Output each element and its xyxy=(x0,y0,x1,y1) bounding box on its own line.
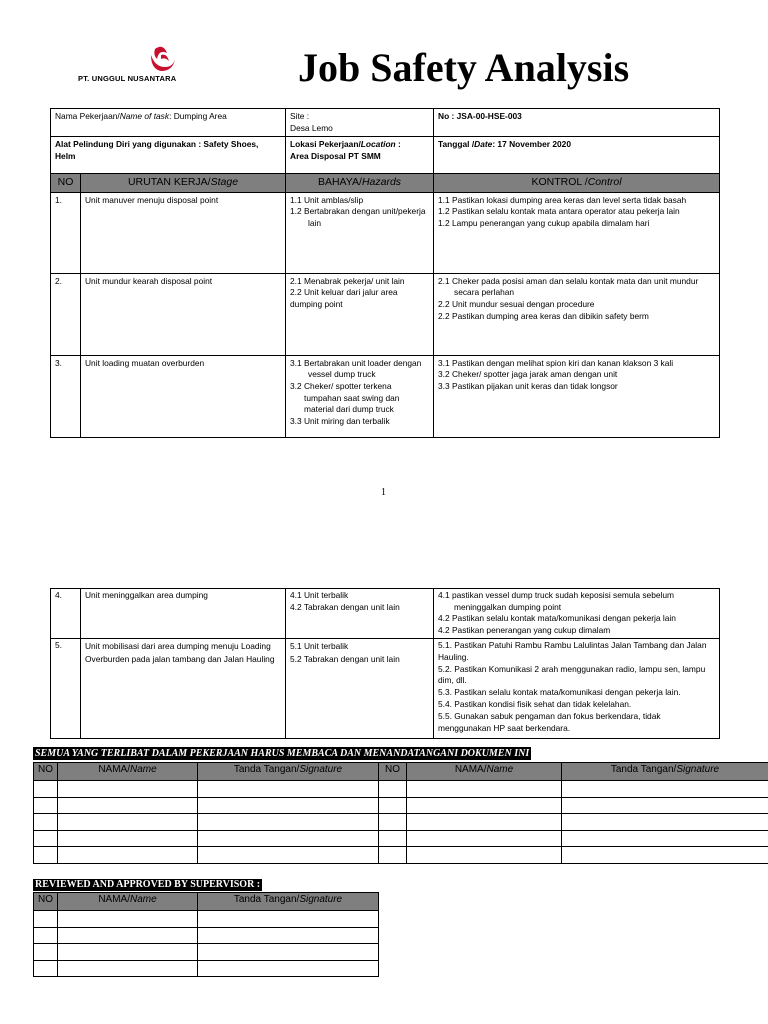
sig-col-signature xyxy=(198,763,379,781)
control-item: 2.2 Pastikan dumping area keras dan dibikin safety berm xyxy=(438,310,649,321)
row-stage: Unit mundur kearah disposal point xyxy=(81,273,286,355)
sig-cell[interactable] xyxy=(198,814,379,831)
sig-cell[interactable] xyxy=(407,781,562,798)
supervisor-row xyxy=(34,960,379,977)
sig-cell[interactable] xyxy=(58,847,198,864)
row-hazards xyxy=(286,589,434,639)
sig-col-name-label: NAMA/ xyxy=(98,764,130,775)
row-stage: Unit meninggalkan area dumping xyxy=(81,589,286,639)
sup-cell[interactable] xyxy=(58,960,198,977)
control-item: 5.1. Pastikan Patuhi Rambu Rambu Lalulintas Jalan Tambang dan Jalan Hauling. xyxy=(438,640,707,662)
sig-cell[interactable] xyxy=(407,847,562,864)
sup-col-signature-label: Tanda Tangan/ xyxy=(233,894,300,905)
sig-cell[interactable] xyxy=(58,814,198,831)
hazard-item: 5.2 Tabrakan dengan unit lain xyxy=(290,654,400,664)
col-stage-label-en: Stage xyxy=(210,176,239,189)
supervisor-row xyxy=(34,944,379,961)
table-row xyxy=(51,355,720,437)
row-stage: Unit mobilisasi dari area dumping menuju Loading Overburden pada jalan tambang dan Jalan Hauling xyxy=(81,639,286,739)
row-stage: Unit loading muatan overburden xyxy=(81,355,286,437)
signature-row xyxy=(34,781,768,798)
signature-header-row xyxy=(34,763,768,781)
sig-cell[interactable] xyxy=(34,830,58,847)
col-control-label: KONTROL / xyxy=(531,176,588,189)
sig-col-signature-label: Tanda Tangan/ xyxy=(610,764,677,775)
sig-cell[interactable] xyxy=(379,814,407,831)
supervisor-header-row xyxy=(34,893,379,911)
sig-col-name-label: NAMA/ xyxy=(454,764,487,775)
control-item: 3.3 Pastikan pijakan unit keras dan tidak longsor xyxy=(438,380,618,391)
row-controls xyxy=(434,589,720,639)
site-cell xyxy=(286,109,434,137)
info-row-1 xyxy=(51,109,720,137)
sup-col-signature-label-en: Signature xyxy=(299,894,343,905)
date-cell xyxy=(434,137,720,174)
document-title: Job Safety Analysis xyxy=(298,45,630,90)
control-item: 3.1 Pastikan dengan melihat spion kiri dan kanan klakson 3 kali xyxy=(438,357,674,368)
sig-cell[interactable] xyxy=(562,781,768,798)
hazard-item: 5.1 Unit terbalik xyxy=(290,641,349,651)
control-item: 4.2 Pastikan selalu kontak mata/komunikasi dengan pekerja lain xyxy=(438,613,676,624)
signature-banner: SEMUA YANG TERLIBAT DALAM PEKERJAAN HARUS MEMBACA DAN MENANDATANGANI DOKUMEN INI xyxy=(35,748,530,759)
sig-cell[interactable] xyxy=(198,797,379,814)
sig-cell[interactable] xyxy=(407,814,562,831)
col-hazards-label-en: Hazards xyxy=(361,176,402,189)
sig-cell[interactable] xyxy=(379,781,407,798)
table-row xyxy=(51,273,720,355)
info-row-2 xyxy=(51,137,720,174)
sig-cell[interactable] xyxy=(198,781,379,798)
sig-col-signature-2 xyxy=(562,763,768,781)
sig-cell[interactable] xyxy=(407,830,562,847)
table-row xyxy=(51,639,720,739)
hazard-item: 2.1 Menabrak pekerja/ unit lain xyxy=(290,275,405,286)
date-label-en: Date xyxy=(474,139,493,150)
site-label: Site : xyxy=(290,111,310,121)
sup-col-name xyxy=(58,893,198,911)
sig-cell[interactable] xyxy=(34,797,58,814)
col-control xyxy=(434,174,720,193)
sig-cell[interactable] xyxy=(562,847,768,864)
sup-col-no: NO xyxy=(34,893,58,911)
sup-cell[interactable] xyxy=(198,927,379,944)
sig-cell[interactable] xyxy=(58,797,198,814)
task-value: : Dumping Area xyxy=(169,111,227,121)
sig-col-no-2: NO xyxy=(379,763,407,781)
apd-cell: Alat Pelindung Diri yang digunakan : Safety Shoes, Helm xyxy=(51,137,286,174)
sup-cell[interactable] xyxy=(198,944,379,961)
sig-cell[interactable] xyxy=(407,797,562,814)
sup-cell[interactable] xyxy=(34,927,58,944)
signature-row xyxy=(34,814,768,831)
sup-cell[interactable] xyxy=(198,960,379,977)
sup-cell[interactable] xyxy=(58,944,198,961)
sig-cell[interactable] xyxy=(562,814,768,831)
hazard-item: 2.2 Unit keluar dari jalur area dumping point xyxy=(290,287,398,309)
col-no: NO xyxy=(51,174,81,193)
sig-col-name-2 xyxy=(407,763,562,781)
sig-cell[interactable] xyxy=(562,797,768,814)
supervisor-row xyxy=(34,911,379,928)
signature-row xyxy=(34,797,768,814)
sig-col-signature-label-en: Signature xyxy=(676,764,720,775)
row-no: 1. xyxy=(51,192,81,273)
sup-cell[interactable] xyxy=(58,911,198,928)
control-item: 5.2. Pastikan Komunikasi 2 arah menggunakan radio, lampu sen, lampu dim, dll. xyxy=(438,663,706,686)
col-stage-label: URUTAN KERJA/ xyxy=(127,176,211,189)
sup-cell[interactable] xyxy=(34,960,58,977)
sig-cell[interactable] xyxy=(198,830,379,847)
table-row xyxy=(51,589,720,639)
sig-cell[interactable] xyxy=(198,847,379,864)
control-item: 1.1 Pastikan lokasi dumping area keras dan level serta tidak basah xyxy=(438,194,687,205)
supervisor-row xyxy=(34,927,379,944)
row-controls xyxy=(434,192,720,273)
sup-col-name-label: NAMA/ xyxy=(98,894,130,905)
control-item: 5.4. Pastikan kondisi fisik sehat dan tidak kelelahan. xyxy=(438,698,632,709)
hazard-item: 1.1 Unit amblas/slip xyxy=(290,194,364,205)
col-hazards xyxy=(286,174,434,193)
col-stage xyxy=(81,174,286,193)
company-name: PT. UNGGUL NUSANTARA xyxy=(78,74,177,83)
sig-col-name-label-en: Name xyxy=(486,764,514,775)
location-colon: : xyxy=(395,139,401,150)
location-cell xyxy=(286,137,434,174)
sig-col-no: NO xyxy=(34,763,58,781)
logo-mark-icon xyxy=(145,45,185,75)
control-item: 4.2 Pastikan penerangan yang cukup dimalam xyxy=(438,624,611,635)
table-row xyxy=(51,192,720,273)
row-hazards xyxy=(286,639,434,739)
control-item: 5.3. Pastikan selalu kontak mata/komunikasi dengan pekerja lain. xyxy=(438,687,681,698)
row-controls xyxy=(434,273,720,355)
sup-cell[interactable] xyxy=(58,927,198,944)
sig-col-name-label-en: Name xyxy=(129,764,157,775)
sig-cell[interactable] xyxy=(379,797,407,814)
signature-row xyxy=(34,847,768,864)
col-control-label-en: Control xyxy=(587,176,622,189)
sig-cell[interactable] xyxy=(379,830,407,847)
supervisor-banner: REVIEWED AND APPROVED BY SUPERVISOR : xyxy=(35,879,261,890)
task-label-en: Name of task xyxy=(119,111,170,121)
sig-cell[interactable] xyxy=(379,847,407,864)
sig-cell[interactable] xyxy=(34,847,58,864)
control-item: 2.2 Unit mundur sesuai dengan procedure xyxy=(438,298,595,309)
row-hazards xyxy=(286,273,434,355)
sig-cell[interactable] xyxy=(562,830,768,847)
control-item: 4.1 pastikan vessel dump truck sudah keposisi semula sebelum meninggalkan dumping point xyxy=(438,590,675,612)
sup-col-name-label-en: Name xyxy=(129,894,157,905)
location-label: Lokasi Pekerjaan/ xyxy=(290,139,361,150)
sup-col-signature xyxy=(198,893,379,911)
sig-col-signature-label-en: Signature xyxy=(299,764,343,775)
location-label-en: Location xyxy=(360,139,396,150)
site-value: Desa Lemo xyxy=(290,122,333,133)
hazard-item: 3.1 Bertabrakan unit loader dengan vessel dump truck xyxy=(290,357,422,380)
column-header-row xyxy=(51,174,720,193)
hazard-item: 1.2 Bertabrakan dengan unit/pekerja lain xyxy=(290,206,426,228)
signature-table xyxy=(33,762,768,864)
hazard-item: 3.3 Unit miring dan terbalik xyxy=(290,415,390,426)
sig-cell[interactable] xyxy=(58,830,198,847)
row-no: 5. xyxy=(51,639,81,739)
company-logo xyxy=(70,45,200,87)
control-item: 3.2 Cheker/ spotter jaga jarak aman dengan unit xyxy=(438,369,618,380)
page-number: 1 xyxy=(381,487,386,498)
sig-cell[interactable] xyxy=(34,781,58,798)
row-no: 3. xyxy=(51,355,81,437)
row-no: 4. xyxy=(51,589,81,639)
jsa-table-page-1 xyxy=(50,108,720,438)
hazard-item: 4.1 Unit terbalik xyxy=(290,590,349,600)
hazard-item: 4.2 Tabrakan dengan unit lain xyxy=(290,601,400,612)
row-stage: Unit manuver menuju disposal point xyxy=(81,192,286,273)
sup-cell[interactable] xyxy=(198,911,379,928)
sig-col-name xyxy=(58,763,198,781)
location-value: Area Disposal PT SMM xyxy=(290,150,381,161)
row-no: 2. xyxy=(51,273,81,355)
sup-cell[interactable] xyxy=(34,944,58,961)
jsa-table-page-2 xyxy=(50,588,720,739)
date-label: Tanggal / xyxy=(438,139,475,150)
doc-number: No : JSA-00-HSE-003 xyxy=(434,109,720,137)
row-controls xyxy=(434,639,720,739)
date-value: : 17 November 2020 xyxy=(492,139,571,150)
hazard-item: 3.2 Cheker/ spotter terkena tumpahan saat swing dan material dari dump truck xyxy=(290,380,400,415)
row-controls xyxy=(434,355,720,437)
col-hazards-label: BAHAYA/ xyxy=(317,176,362,189)
sig-cell[interactable] xyxy=(34,814,58,831)
sup-cell[interactable] xyxy=(34,911,58,928)
control-item: 1.2 Pastikan selalu kontak mata antara operator atau pekerja lain xyxy=(438,206,680,217)
task-cell xyxy=(51,109,286,137)
row-hazards xyxy=(286,355,434,437)
row-hazards xyxy=(286,192,434,273)
supervisor-table xyxy=(33,892,379,977)
sig-cell[interactable] xyxy=(58,781,198,798)
task-label: Nama Pekerjaan/ xyxy=(55,111,120,121)
control-item: 2.1 Cheker pada posisi aman dan selalu kontak mata dan unit mundur secara perlahan xyxy=(438,275,699,298)
sig-col-signature-label: Tanda Tangan/ xyxy=(233,764,300,775)
control-item: 5.5. Gunakan sabuk pengaman dan fokus berkendara, tidak menggunakan HP saat berkendara. xyxy=(438,710,661,733)
signature-row xyxy=(34,830,768,847)
control-item: 1.2 Lampu penerangan yang cukup apabila dimalam hari xyxy=(438,217,650,228)
